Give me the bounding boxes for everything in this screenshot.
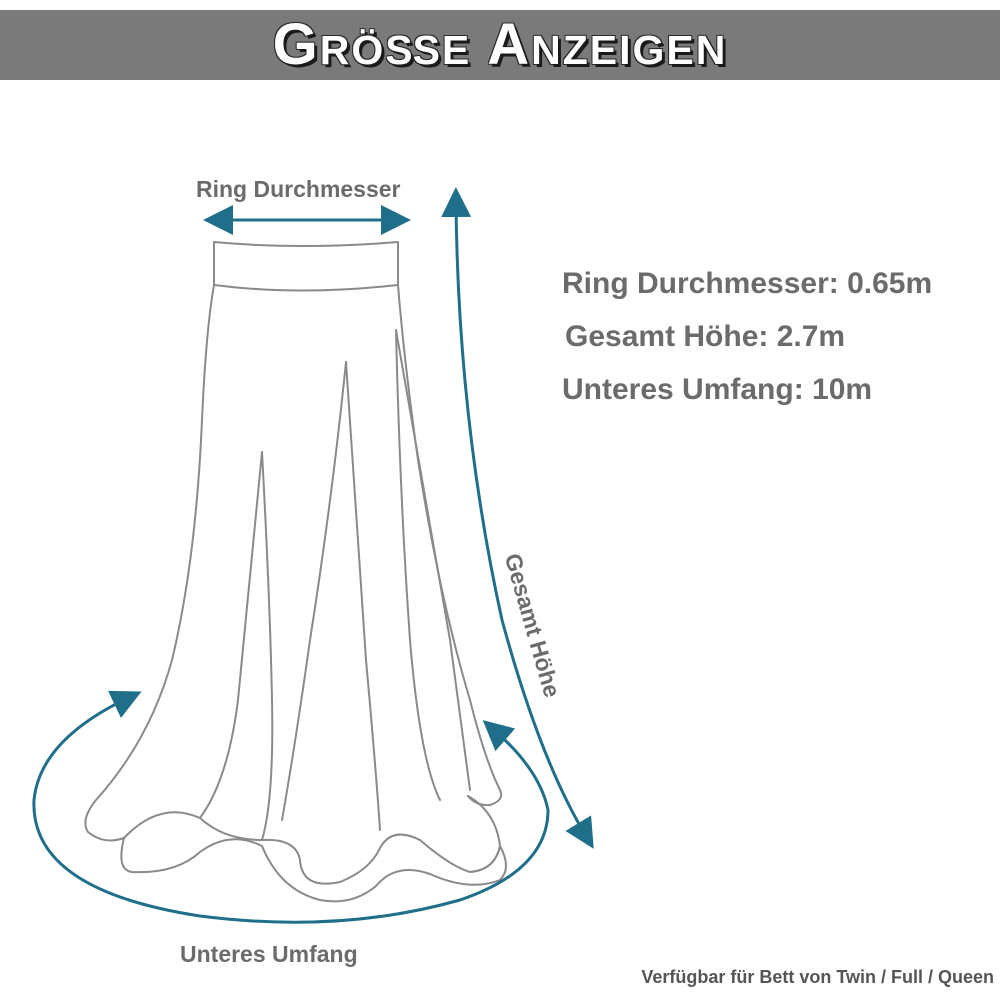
spec-list [562, 262, 932, 421]
canopy-hem-front [121, 838, 506, 901]
canopy-outline [85, 242, 506, 901]
spec-ring-diameter: Ring Durchmesser: 0.65m [562, 267, 933, 300]
spec-total-height: Gesamt Höhe: 2.7m [565, 320, 846, 353]
page-title: Größe Anzeigen [272, 12, 728, 77]
fold-line-6 [396, 330, 470, 790]
ring-band [214, 242, 398, 291]
canopy-left-side [85, 285, 214, 840]
bottom-circumference-label: Unteres Umfang [180, 941, 358, 967]
fold-line-5 [396, 330, 440, 800]
availability-note: Verfügbar für Bett von Twin / Full / Queen [641, 967, 994, 987]
fold-line-1 [200, 452, 262, 818]
total-height-label: Gesamt Höhe [499, 550, 566, 701]
fold-line-3 [282, 362, 346, 820]
fold-line-2 [262, 452, 272, 840]
fold-line-4 [346, 362, 380, 830]
ring-diameter-label: Ring Durchmesser [196, 176, 401, 202]
canopy-hem [124, 796, 500, 884]
circumference-arrow [34, 698, 548, 922]
spec-bottom-circumference: Unteres Umfang: 10m [562, 373, 873, 406]
